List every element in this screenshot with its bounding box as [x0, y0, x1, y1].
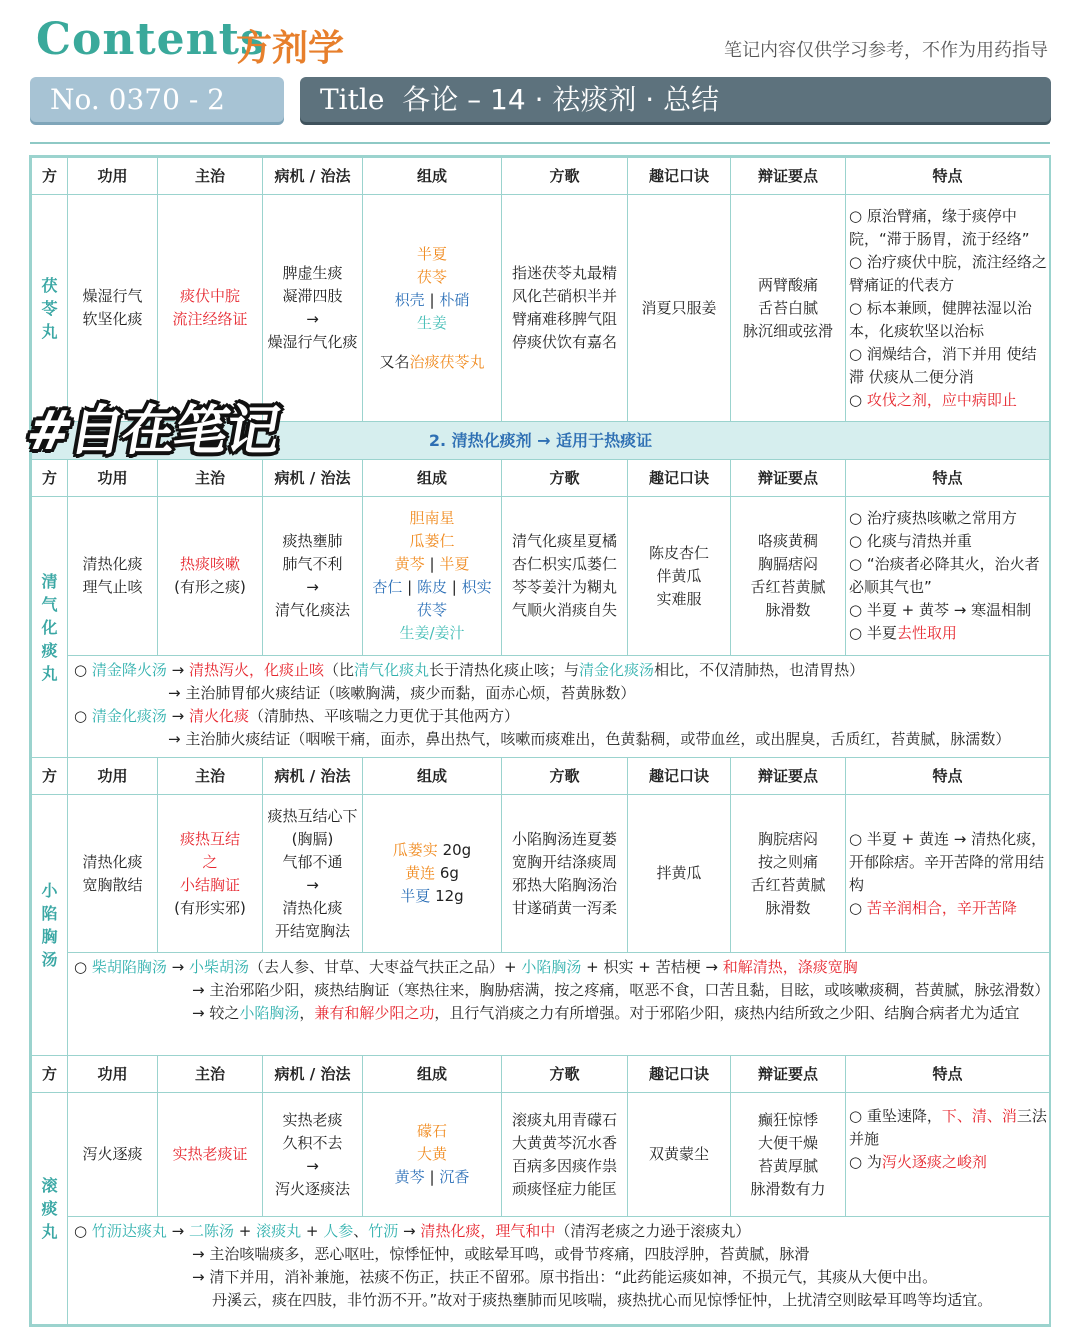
formula-name: 茯苓丸 [32, 195, 68, 422]
col-tedian: 特点 [846, 158, 1050, 195]
formula-table [31, 157, 1050, 1325]
gongyong-cell: 泻火逐痰 [68, 1093, 158, 1217]
column-header-row: 方 功用 主治 病机 / 治法 组成 方歌 趣记口诀 辩证要点 特点 [32, 460, 1050, 497]
fangge-cell: 指迷茯苓丸最精 风化芒硝枳半并 臂痛难移脾气阻 停痰伏饮有嘉名 [502, 195, 628, 422]
formula-name: 小陷胸汤 [32, 795, 68, 1056]
related-formula-note: ○ 柴胡陷胸汤 → 小柴胡汤（去人参、甘草、大枣益气扶正之品）+ 小陷胸汤 + 枳实 + 苦桔梗 → 和解清热，涤痰宽胸 → 主治邪陷少阳，痰热结胸证（寒热往来，胸胁痞满，按之疼痛，呕恶不食，口苦且黏，目眩，或咳嗽痰稠，苔黄腻，脉弦滑数） → 较之小陷胸汤，兼有和解少阳之功，且行气消痰之力有所增强。对于邪陷少阳，痰热内结所致之少阳、结胸合病者尤为适宜 [32, 953, 1050, 1056]
column-header-row: 方 功用 主治 病机 / 治法 组成 方歌 趣记口诀 辩证要点 特点 [32, 758, 1050, 795]
fangge-cell: 清气化痰星夏橘 杏仁枳实瓜蒌仁 芩苓姜汁为糊丸 气顺火消痰自失 [502, 497, 628, 656]
tedian-cell: ○ 原治臂痛，缘于痰停中院，“滞于肠胃，流于经络” ○ 治疗痰伏中脘，流注经络之臂痛证的代表方 ○ 标本兼顾，健脾祛湿以治本，化痰软坚以治标 ○ 润燥结合，消下并用 使结滞 伏痰从二便分消 ○ 攻伐之剂，应中病即止 [846, 195, 1050, 422]
formula-name: 滚痰丸 [32, 1093, 68, 1325]
zhuzhi-cell: 热痰咳嗽 (有形之痰) [158, 497, 263, 656]
tedian-cell: ○ 重坠速降，下、清、消三法并施 ○ 为泻火逐痰之峻剂 [846, 1093, 1050, 1217]
col-bianzheng: 辩证要点 [731, 158, 846, 195]
header-divider [30, 142, 1050, 144]
quji-cell: 拌黄瓜 [628, 795, 731, 953]
col-bingji: 病机 / 治法 [263, 158, 363, 195]
zhuzhi-cell: 痰热互结 之 小结胸证 (有形实邪) [158, 795, 263, 953]
gongyong-cell: 清热化痰 理气止咳 [68, 497, 158, 656]
bingji-cell: 痰热壅肺 肺气不利 → 清气化痰法 [263, 497, 363, 656]
zucheng-cell: 胆南星 瓜蒌仁 黄芩 | 半夏 杏仁 | 陈皮 | 枳实 茯苓 生姜/姜汁 [363, 497, 502, 656]
zucheng-cell: 瓜蒌实 20g 黄连 6g 半夏 12g [363, 795, 502, 953]
note-number-badge: No. 0370 - 2 [30, 77, 284, 122]
col-fangge: 方歌 [502, 158, 628, 195]
bianzheng-cell: 癫狂惊悸 大便干燥 苔黄厚腻 脉滑数有力 [731, 1093, 846, 1217]
col-zhuzhi: 主治 [158, 158, 263, 195]
zhuzhi-cell: 实热老痰证 [158, 1093, 263, 1217]
gongyong-cell: 燥湿行气 软坚化痰 [68, 195, 158, 422]
quji-cell: 陈皮杏仁 伴黄瓜 实难服 [628, 497, 731, 656]
col-fang: 方 [32, 158, 68, 195]
bingji-cell: 实热老痰 久积不去 → 泻火逐痰法 [263, 1093, 363, 1217]
fangge-cell: 小陷胸汤连夏蒌 宽胸开结涤痰周 邪热大陷胸汤治 甘遂硝黄一泻柔 [502, 795, 628, 953]
tedian-cell: ○ 半夏 + 黄连 → 清热化痰，开郁除痞。辛开苦降的常用结构 ○ 苦辛润相合，辛开苦降 [846, 795, 1050, 953]
section-banner: 2. 清热化痰剂 → 适用于热痰证 [32, 422, 1050, 460]
related-formula-note: ○ 清金降火汤 → 清热泻火，化痰止咳（比清气化痰丸长于清热化痰止咳；与清金化痰汤相比，不仅清肺热，也清胃热） → 主治肺胃郁火痰结证（咳嗽胸满，痰少而黏，面赤心烦，苔黄脉数） ○ 清金化痰汤 → 清火化痰（清肺热、平咳喘之力更优于其他两方） → 主治肺火痰结证（咽喉干痛，面赤，鼻出热气，咳嗽而痰难出，色黄黏稠，或带血丝，或出腥臭，舌质红，苔黄腻，脉濡数） [32, 656, 1050, 758]
zhuzhi-cell: 痰伏中脘 流注经络证 [158, 195, 263, 422]
col-zucheng: 组成 [363, 158, 502, 195]
column-header-row: 方 功用 主治 病机 / 治法 组成 方歌 趣记口诀 辩证要点 特点 [32, 1056, 1050, 1093]
bianzheng-cell: 咯痰黄稠 胸膈痞闷 舌红苔黄腻 脉滑数 [731, 497, 846, 656]
col-gongyong: 功用 [68, 158, 158, 195]
watermark-stamp: #自在笔记 [21, 399, 285, 462]
formula-row-qingqi [32, 497, 1050, 656]
quji-cell: 消夏只服姜 [628, 195, 731, 422]
gongyong-cell: 清热化痰 宽胸散结 [68, 795, 158, 953]
disclaimer: 笔记内容仅供学习参考，不作为用药指导 [724, 40, 1048, 61]
related-formula-note: ○ 竹沥达痰丸 → 二陈汤 + 滚痰丸 + 人参、竹沥 → 清热化痰，理气和中（清泻老痰之力逊于滚痰丸） → 主治咳喘痰多，恶心呕吐，惊悸怔忡，或眩晕耳鸣，或骨节疼痛，四肢浮肿，苔黄腻，脉滑 → 清下并用，消补兼施，祛痰不伤正，扶正不留邪。原书指出：“此药能运痰如神，不损元气，其痰从大便中出。 丹溪云，痰在四肢，非竹沥不开。”故对于痰热壅肺而见咳喘，痰热扰心而见惊悸怔忡，上扰清空则眩晕耳鸣等均适宜。 [32, 1217, 1050, 1325]
bingji-cell: 痰热互结心下 (胸膈) 气郁不通 → 清热化痰 开结宽胸法 [263, 795, 363, 953]
bianzheng-cell: 两臂酸痛 舌苔白腻 脉沉细或弦滑 [731, 195, 846, 422]
col-quji: 趣记口诀 [628, 158, 731, 195]
formula-row-xiaoxianxiong [32, 795, 1050, 953]
title-text: 各论 – 14 · 祛痰剂 · 总结 [402, 83, 720, 116]
quji-cell: 双黄蒙尘 [628, 1093, 731, 1217]
fangge-cell: 滚痰丸用青礞石 大黄黄芩沉水香 百病多因痰作祟 顽痰怪症力能匡 [502, 1093, 628, 1217]
formula-name: 清气化痰丸 [32, 497, 68, 758]
zucheng-cell: 礞石 大黄 黄芩 | 沉香 [363, 1093, 502, 1217]
column-header-row [32, 158, 1050, 195]
tedian-cell: ○ 治疗痰热咳嗽之常用方 ○ 化痰与清热并重 ○ “治痰者必降其火，治火者必顺其气也” ○ 半夏 + 黄芩 → 寒温相制 ○ 半夏去性取用 [846, 497, 1050, 656]
bingji-cell: 脾虚生痰 凝滞四肢 → 燥湿行气化痰 [263, 195, 363, 422]
zucheng-cell: 半夏 茯苓 枳壳 | 朴硝 生姜 又名治痰茯苓丸 [363, 195, 502, 422]
title-bar [300, 77, 1051, 122]
formula-row-guntan [32, 1093, 1050, 1217]
formula-table-wrap [29, 155, 1051, 1327]
bianzheng-cell: 胸脘痞闷 按之则痛 舌红苔黄腻 脉滑数 [731, 795, 846, 953]
subject-heading: 方剂学 [236, 28, 345, 69]
title-label: Title [320, 83, 385, 116]
contents-heading: Contents [36, 14, 266, 65]
